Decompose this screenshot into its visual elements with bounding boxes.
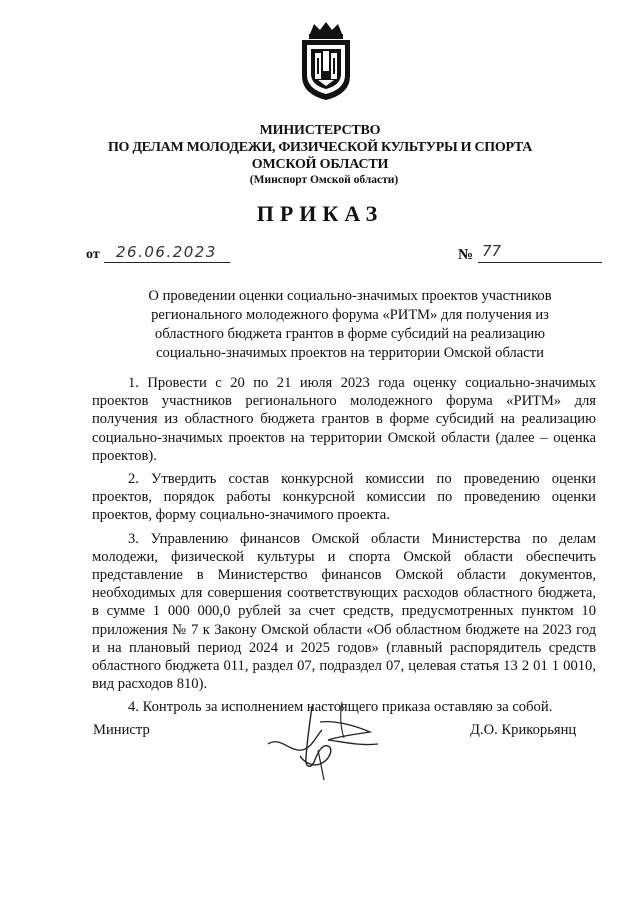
- paragraph-3: 3. Управлению финансов Омской области Министерства по делам молодежи, физической культуры и спорта Омской области обеспечить представление в Министерство финансов Омской области документов, необходимых для совершения соответствующих расходов областного бюджета, в сумме 1 000 000,0 рублей за счет средств, предусмотренных пунктом 10 приложения № 7 к Закону Омской области «Об областном бюджете на 2023 год и на плановый период 2024 и 2025 годов» (главный распорядитель средств областного бюджета 011, раздел 07, подраздел 07, целевая статья 13 2 01 1 0010, вид расходов 810).: [92, 530, 596, 693]
- ministry-title-line3: ОМСКОЙ ОБЛАСТИ: [251, 157, 389, 172]
- ministry-title-line2: ПО ДЕЛАМ МОЛОДЕЖИ, ФИЗИЧЕСКОЙ КУЛЬТУРЫ И СПОРТА: [107, 140, 533, 155]
- omsk-coat-of-arms-icon: [296, 20, 356, 102]
- date-underline: [104, 262, 230, 263]
- date-prefix: от: [86, 247, 100, 262]
- document-body: [92, 374, 596, 717]
- signer-position: Министр: [93, 722, 150, 738]
- number-underline: [478, 262, 602, 263]
- number-prefix: №: [458, 247, 474, 263]
- ministry-short-name: (Минспорт Омской области): [249, 174, 399, 186]
- paragraph-4: 4. Контроль за исполнением настоящего приказа оставляю за собой.: [128, 699, 553, 716]
- paragraph-1: 1. Провести с 20 по 21 июля 2023 года оценку социально-значимых проектов участников регионального молодежного форума «РИТМ» для получения из областного бюджета грантов в форме субсидий на реализацию социально-значимых проектов на территории Омской области (далее – оценка проектов).: [92, 375, 596, 464]
- signer-name: Д.О. Крикорьянц: [470, 722, 577, 738]
- document-type-title: ПРИКАЗ: [256, 201, 384, 226]
- document-subject: О проведении оценки социально-значимых проектов участников регионального молодежного форума «РИТМ» для получения из областного бюджета грантов в форме субсидий на реализацию социально-значимых проектов на территории Омской области: [148, 288, 552, 361]
- ministry-title-line1: МИНИСТЕРСТВО: [259, 123, 381, 138]
- paragraph-2: 2. Утвердить состав конкурсной комиссии по проведению оценки проектов, порядок работы конкурсной комиссии по проведению оценки проектов, форму социально-значимого проекта.: [92, 471, 596, 524]
- document-number: 77: [482, 242, 502, 260]
- handwritten-signature-icon: [260, 700, 390, 785]
- document-date: 26.06.2023: [116, 243, 217, 261]
